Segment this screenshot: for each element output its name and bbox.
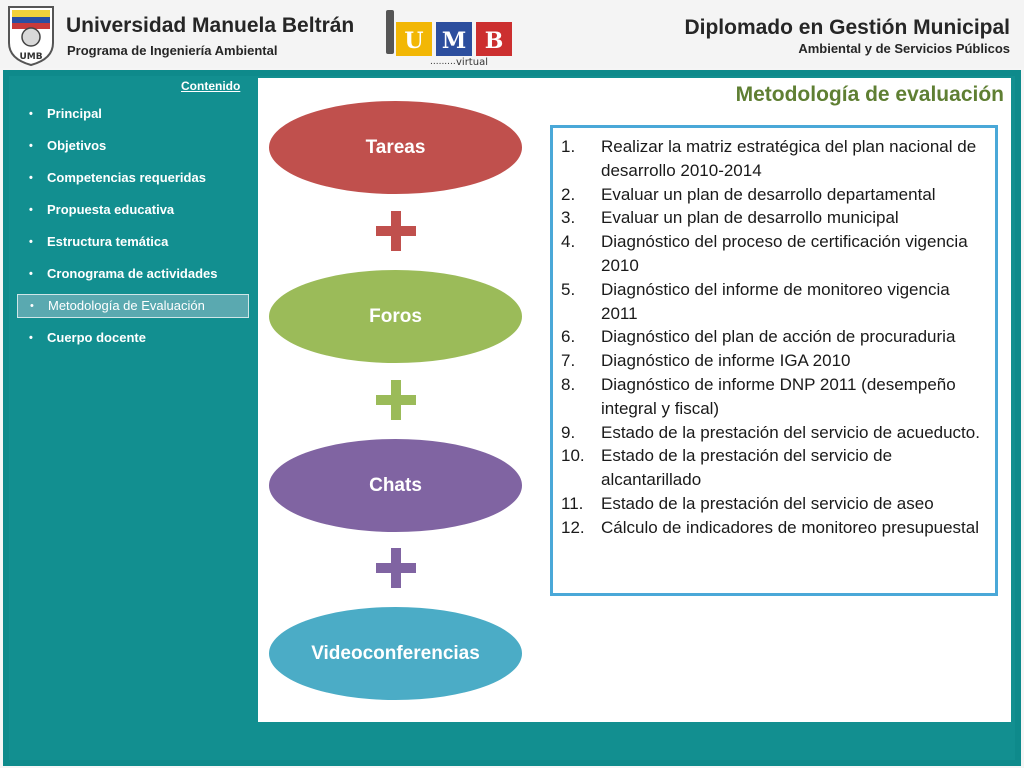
diploma-title: Diplomado en Gestión Municipal <box>684 16 1010 39</box>
list-item <box>561 183 985 207</box>
list-item-number: 12. <box>561 517 585 537</box>
sidebar-item-label: Estructura temática <box>47 234 169 249</box>
university-seal-icon <box>3 3 59 67</box>
svg-text:UMB: UMB <box>19 52 43 62</box>
list-item-number: 9. <box>561 422 576 442</box>
list-item-text: Estado de la prestación del servicio de aseo <box>601 493 934 513</box>
bullet-icon: • <box>29 204 33 216</box>
list-item <box>561 516 985 540</box>
main-panel <box>258 78 1011 722</box>
list-item-text: Evaluar un plan de desarrollo municipal <box>601 208 899 228</box>
bullet-icon: • <box>29 236 33 248</box>
sidebar-nav <box>17 98 249 354</box>
list-item-number: 5. <box>561 279 576 299</box>
contenido-link[interactable]: Contenido <box>181 79 241 93</box>
step-foros: Foros <box>269 270 522 363</box>
sidebar-item-competencias[interactable] <box>17 162 249 194</box>
sidebar-item-label: Metodología de Evaluación <box>48 298 205 313</box>
sidebar-item-label: Propuesta educativa <box>47 202 175 217</box>
list-item-text: Cálculo de indicadores de monitoreo presupuestal <box>601 517 980 537</box>
list-item-text: Evaluar un plan de desarrollo departamental <box>601 184 936 204</box>
plus-icon <box>376 211 416 251</box>
list-item-number: 3. <box>561 208 576 228</box>
list-item <box>561 444 985 492</box>
bullet-icon: • <box>30 300 34 312</box>
list-item <box>561 230 985 278</box>
list-item-number: 7. <box>561 351 576 371</box>
list-item <box>561 278 985 326</box>
list-item-text: Estado de la prestación del servicio de acueducto. <box>601 422 980 442</box>
sidebar-item-objetivos[interactable] <box>17 130 249 162</box>
plus-icon <box>376 548 416 588</box>
bullet-icon: • <box>29 108 33 120</box>
list-item-text: Diagnóstico del proceso de certificación vigencia 2010 <box>601 232 968 275</box>
list-item <box>561 492 985 516</box>
list-item <box>561 135 985 183</box>
bullet-icon: • <box>29 268 33 280</box>
sidebar-item-cronograma[interactable] <box>17 258 249 290</box>
svg-text:virtual: virtual <box>456 57 488 66</box>
list-item-text: Diagnóstico del plan de acción de procuraduria <box>601 327 956 347</box>
sidebar-item-label: Cuerpo docente <box>47 330 146 345</box>
svg-text:B: B <box>484 28 504 54</box>
svg-text:U: U <box>404 28 424 54</box>
svg-text:.........: ......... <box>430 57 456 66</box>
header <box>0 0 1024 68</box>
sidebar-item-label: Competencias requeridas <box>47 170 206 185</box>
umb-virtual-logo <box>386 8 526 66</box>
plus-icon <box>376 380 416 420</box>
list-item <box>561 206 985 230</box>
list-item <box>561 349 985 373</box>
sidebar-item-principal[interactable] <box>17 98 249 130</box>
svg-text:M: M <box>441 28 467 54</box>
list-item-text: Diagnóstico de informe IGA 2010 <box>601 351 851 371</box>
page-title: Metodología de evaluación <box>735 83 1004 106</box>
list-item <box>561 373 985 421</box>
bullet-icon: • <box>29 140 33 152</box>
diploma-subtitle: Ambiental y de Servicios Públicos <box>798 41 1010 56</box>
bullet-icon: • <box>29 172 33 184</box>
list-item-number: 1. <box>561 137 576 156</box>
step-videoconferencias: Videoconferencias <box>269 607 522 700</box>
task-list <box>561 135 985 540</box>
sidebar-item-cuerpo-docente[interactable] <box>17 322 249 354</box>
sidebar-item-propuesta[interactable] <box>17 194 249 226</box>
step-chats: Chats <box>269 439 522 532</box>
list-item-number: 4. <box>561 232 576 252</box>
list-item <box>561 421 985 445</box>
list-item-number: 10. <box>561 446 585 466</box>
list-item-number: 11. <box>561 493 584 513</box>
list-item-number: 2. <box>561 184 576 204</box>
list-item-number: 8. <box>561 374 576 394</box>
list-item <box>561 325 985 349</box>
sidebar-item-metodologia[interactable] <box>17 294 249 318</box>
sidebar-item-label: Objetivos <box>47 138 107 153</box>
sidebar-item-label: Principal <box>47 106 102 121</box>
task-list-box <box>550 125 998 596</box>
university-name: Universidad Manuela Beltrán <box>66 14 355 37</box>
list-item-number: 6. <box>561 327 576 347</box>
list-item-text: Diagnóstico de informe DNP 2011 (desempeño integral y fiscal) <box>601 374 956 418</box>
sidebar-item-label: Cronograma de actividades <box>47 266 218 281</box>
sidebar-item-estructura[interactable] <box>17 226 249 258</box>
list-item-text: Diagnóstico del informe de monitoreo vigencia 2011 <box>601 279 950 323</box>
program-name: Programa de Ingeniería Ambiental <box>67 43 278 58</box>
step-tareas: Tareas <box>269 101 522 194</box>
bullet-icon: • <box>29 332 33 344</box>
list-item-text: Estado de la prestación del servicio de alcantarillado <box>601 446 893 490</box>
list-item-text: Realizar la matriz estratégica del plan nacional de desarrollo 2010-2014 <box>601 137 977 180</box>
